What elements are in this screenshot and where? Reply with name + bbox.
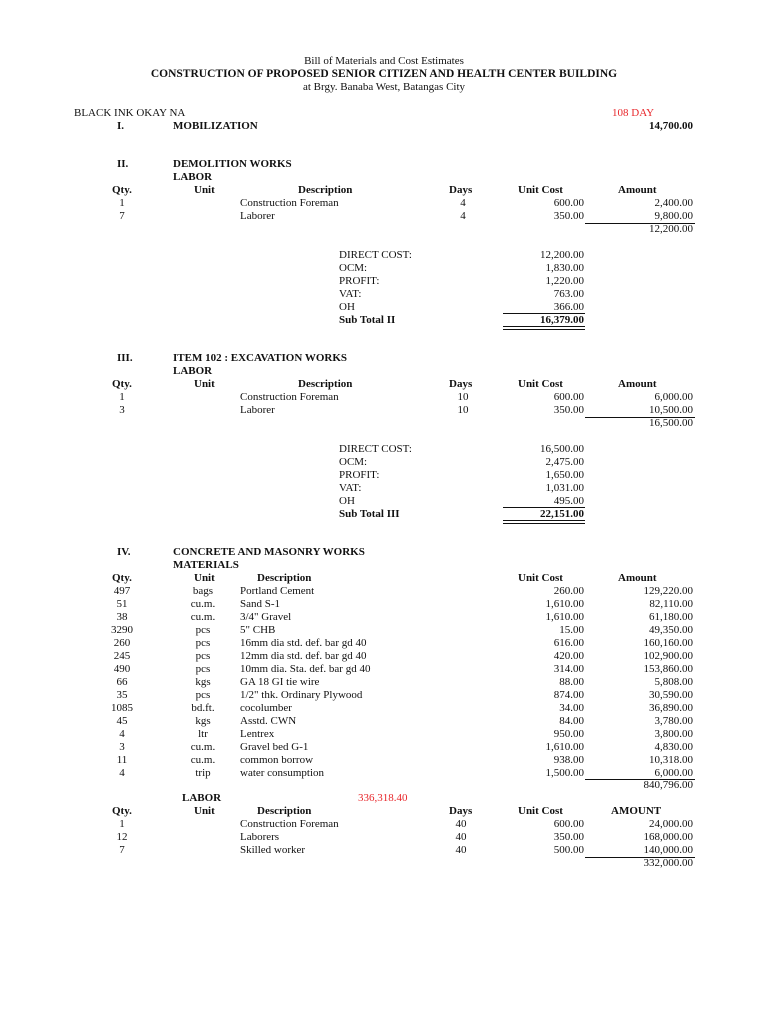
- row-description: Asstd. CWN: [240, 715, 297, 727]
- row-qty: 3290: [111, 624, 133, 636]
- row-unit-cost: 314.00: [553, 663, 584, 675]
- row-description: common borrow: [240, 754, 314, 766]
- row-unit: cu.m.: [190, 741, 216, 753]
- row-qty: 51: [116, 598, 128, 610]
- row-unit-cost: 950.00: [553, 728, 584, 740]
- section-2-subtotal-label: Sub Total II: [339, 314, 396, 326]
- row-unit-cost: 84.00: [559, 715, 584, 727]
- row-unit-cost: 874.00: [553, 689, 584, 701]
- col-qty: Qty.: [112, 805, 132, 817]
- summary-value: 495.00: [553, 495, 584, 507]
- col-description: Description: [257, 572, 312, 584]
- row-unit-cost: 15.00: [559, 624, 584, 636]
- row-unit-cost: 350.00: [553, 404, 584, 416]
- summary-label: OCM:: [339, 456, 368, 468]
- row-qty: 3: [119, 404, 125, 416]
- summary-value: 1,031.00: [545, 482, 584, 494]
- section-2-subtotal-value: 16,379.00: [540, 314, 584, 326]
- col-qty: Qty.: [112, 184, 132, 196]
- double-underline: [503, 326, 585, 330]
- summary-label: DIRECT COST:: [339, 249, 412, 261]
- row-qty: 1: [119, 818, 125, 830]
- row-description: water consumption: [240, 767, 325, 779]
- row-amount: 160,160.00: [643, 637, 693, 649]
- section-2-subtitle: LABOR: [173, 171, 213, 183]
- col-amount: Amount: [618, 572, 657, 584]
- summary-value: 1,830.00: [545, 262, 584, 274]
- row-unit: cu.m.: [190, 754, 216, 766]
- row-description: Laborers: [240, 831, 280, 843]
- section-3-subtotal-value: 22,151.00: [540, 508, 584, 520]
- section-3-subtitle: LABOR: [173, 365, 213, 377]
- col-qty: Qty.: [112, 572, 132, 584]
- row-unit-cost: 600.00: [553, 197, 584, 209]
- row-amount: 3,800.00: [654, 728, 693, 740]
- col-amount: Amount: [618, 184, 657, 196]
- row-amount: 10,500.00: [649, 404, 693, 416]
- row-amount: 36,890.00: [649, 702, 693, 714]
- row-amount: 6,000.00: [654, 391, 693, 403]
- row-qty: 1: [119, 197, 125, 209]
- row-description: Sand S-1: [240, 598, 281, 610]
- row-days: 40: [455, 818, 467, 830]
- section-2-title: DEMOLITION WORKS: [173, 158, 292, 170]
- col-unit-cost: Unit Cost: [518, 572, 563, 584]
- col-unit-cost: Unit Cost: [518, 805, 563, 817]
- col-days: Days: [449, 805, 473, 817]
- row-description: Laborer: [240, 210, 275, 222]
- section-2-total: 12,200.00: [649, 223, 693, 235]
- section-3-number: III.: [117, 352, 133, 364]
- row-description: 1/2" thk. Ordinary Plywood: [240, 689, 363, 701]
- summary-label: OCM:: [339, 262, 368, 274]
- row-unit-cost: 350.00: [553, 831, 584, 843]
- materials-total: 840,796.00: [643, 779, 693, 791]
- double-underline: [503, 520, 585, 524]
- row-description: Construction Foreman: [240, 197, 339, 209]
- row-unit: pcs: [195, 689, 211, 701]
- row-unit-cost: 420.00: [553, 650, 584, 662]
- col-description: Description: [298, 184, 353, 196]
- row-description: 16mm dia std. def. bar gd 40: [240, 637, 367, 649]
- row-amount: 10,318.00: [649, 754, 693, 766]
- labor-note: 336,318.40: [358, 792, 408, 804]
- col-qty: Qty.: [112, 378, 132, 390]
- row-unit-cost: 350.00: [553, 210, 584, 222]
- row-amount: 5,808.00: [654, 676, 693, 688]
- row-qty: 3: [119, 741, 125, 753]
- row-description: 5" CHB: [240, 624, 276, 636]
- section-1-title: MOBILIZATION: [173, 120, 258, 132]
- section-4-subtitle: MATERIALS: [173, 559, 239, 571]
- row-qty: 490: [113, 663, 131, 675]
- row-unit-cost: 1,610.00: [545, 741, 584, 753]
- row-unit-cost: 600.00: [553, 391, 584, 403]
- summary-label: VAT:: [339, 482, 362, 494]
- row-unit: kgs: [195, 715, 211, 727]
- row-qty: 35: [116, 689, 128, 701]
- section-3-total: 16,500.00: [649, 417, 693, 429]
- section-2-number: II.: [117, 158, 129, 170]
- row-amount: 168,000.00: [643, 831, 693, 843]
- row-amount: 102,900.00: [643, 650, 693, 662]
- row-qty: 4: [119, 728, 125, 740]
- row-amount: 61,180.00: [649, 611, 693, 623]
- row-unit-cost: 616.00: [553, 637, 584, 649]
- row-description: cocolumber: [240, 702, 292, 714]
- row-unit-cost: 1,500.00: [545, 767, 584, 779]
- row-amount: 129,220.00: [643, 585, 693, 597]
- row-amount: 24,000.00: [649, 818, 693, 830]
- summary-value: 2,475.00: [545, 456, 584, 468]
- row-qty: 1: [119, 391, 125, 403]
- col-unit: Unit: [194, 572, 215, 584]
- summary-value: 1,650.00: [545, 469, 584, 481]
- summary-label: PROFIT:: [339, 275, 380, 287]
- doc-title-line1: Bill of Materials and Cost Estimates: [304, 55, 464, 67]
- col-description: Description: [257, 805, 312, 817]
- row-description: Gravel bed G-1: [240, 741, 309, 753]
- row-qty: 12: [116, 831, 128, 843]
- doc-title-line2: CONSTRUCTION OF PROPOSED SENIOR CITIZEN AND HEALTH CENTER BUILDING: [150, 68, 618, 80]
- row-unit: ltr: [198, 728, 208, 740]
- col-amount: Amount: [618, 378, 657, 390]
- row-unit-cost: 600.00: [553, 818, 584, 830]
- summary-label: PROFIT:: [339, 469, 380, 481]
- row-qty: 45: [116, 715, 128, 727]
- day-note: 108 DAY: [612, 107, 655, 119]
- row-qty: 7: [119, 844, 125, 856]
- row-unit: trip: [195, 767, 211, 779]
- section-1-amount: 14,700.00: [649, 120, 693, 132]
- row-qty: 497: [113, 585, 131, 597]
- row-description: GA 18 GI tie wire: [240, 676, 320, 688]
- row-unit-cost: 500.00: [553, 844, 584, 856]
- section-3-subtotal-label: Sub Total III: [339, 508, 400, 520]
- row-unit: pcs: [195, 624, 211, 636]
- row-amount: 153,860.00: [643, 663, 693, 675]
- labor-label: LABOR: [182, 792, 222, 804]
- row-unit: pcs: [195, 650, 211, 662]
- col-amount-caps: AMOUNT: [611, 805, 662, 817]
- row-qty: 7: [119, 210, 125, 222]
- row-description: 3/4" Gravel: [240, 611, 292, 623]
- ink-note: BLACK INK OKAY NA: [74, 107, 186, 119]
- row-qty: 11: [116, 754, 128, 766]
- summary-label: VAT:: [339, 288, 362, 300]
- row-description: Skilled worker: [240, 844, 306, 856]
- col-description: Description: [298, 378, 353, 390]
- row-qty: 38: [116, 611, 128, 623]
- row-description: 10mm dia. Sta. def. bar gd 40: [240, 663, 371, 675]
- summary-value: 763.00: [553, 288, 584, 300]
- row-amount: 140,000.00: [643, 844, 693, 856]
- row-unit: bags: [192, 585, 214, 597]
- row-qty: 245: [113, 650, 131, 662]
- section-1-number: I.: [117, 120, 125, 132]
- row-days: 10: [457, 391, 469, 403]
- row-unit: cu.m.: [190, 611, 216, 623]
- section-4-title: CONCRETE AND MASONRY WORKS: [173, 546, 365, 558]
- row-days: 40: [455, 831, 467, 843]
- summary-value: 1,220.00: [545, 275, 584, 287]
- row-unit-cost: 1,610.00: [545, 611, 584, 623]
- col-days: Days: [449, 184, 473, 196]
- row-unit-cost: 88.00: [559, 676, 584, 688]
- row-unit-cost: 34.00: [559, 702, 584, 714]
- summary-value: 366.00: [553, 301, 584, 313]
- col-unit: Unit: [194, 805, 215, 817]
- row-unit-cost: 260.00: [553, 585, 584, 597]
- row-unit-cost: 1,610.00: [545, 598, 584, 610]
- row-amount: 4,830.00: [654, 741, 693, 753]
- row-days: 40: [455, 844, 467, 856]
- col-unit: Unit: [194, 184, 215, 196]
- row-description: Lentrex: [240, 728, 275, 740]
- labor-total: 332,000.00: [643, 857, 693, 869]
- row-qty: 66: [116, 676, 128, 688]
- col-unit-cost: Unit Cost: [518, 184, 563, 196]
- row-unit: pcs: [195, 663, 211, 675]
- summary-value: 16,500.00: [540, 443, 584, 455]
- col-unit-cost: Unit Cost: [518, 378, 563, 390]
- row-days: 10: [457, 404, 469, 416]
- row-description: Laborer: [240, 404, 275, 416]
- row-amount: 82,110.00: [649, 598, 693, 610]
- section-3-title: ITEM 102 : EXCAVATION WORKS: [173, 352, 347, 364]
- row-unit-cost: 938.00: [553, 754, 584, 766]
- row-description: Construction Foreman: [240, 818, 339, 830]
- section-4-number: IV.: [117, 546, 131, 558]
- row-qty: 4: [119, 767, 125, 779]
- doc-title-line3: at Brgy. Banaba West, Batangas City: [302, 81, 466, 93]
- row-unit: bd.ft.: [191, 702, 215, 714]
- row-amount: 30,590.00: [649, 689, 693, 701]
- row-amount: 9,800.00: [654, 210, 693, 222]
- row-unit: pcs: [195, 637, 211, 649]
- row-qty: 1085: [111, 702, 133, 714]
- row-unit: cu.m.: [190, 598, 216, 610]
- col-days: Days: [449, 378, 473, 390]
- row-amount: 3,780.00: [654, 715, 693, 727]
- row-amount: 2,400.00: [654, 197, 693, 209]
- row-amount: 6,000.00: [654, 767, 693, 779]
- summary-label: OH: [339, 495, 355, 507]
- row-days: 4: [460, 197, 466, 209]
- row-description: Portland Cement: [240, 585, 315, 597]
- row-description: 12mm dia std. def. bar gd 40: [240, 650, 367, 662]
- row-amount: 49,350.00: [649, 624, 693, 636]
- row-qty: 260: [113, 637, 131, 649]
- summary-label: DIRECT COST:: [339, 443, 412, 455]
- col-unit: Unit: [194, 378, 215, 390]
- row-description: Construction Foreman: [240, 391, 339, 403]
- row-unit: kgs: [195, 676, 211, 688]
- summary-label: OH: [339, 301, 355, 313]
- row-days: 4: [460, 210, 466, 222]
- summary-value: 12,200.00: [540, 249, 584, 261]
